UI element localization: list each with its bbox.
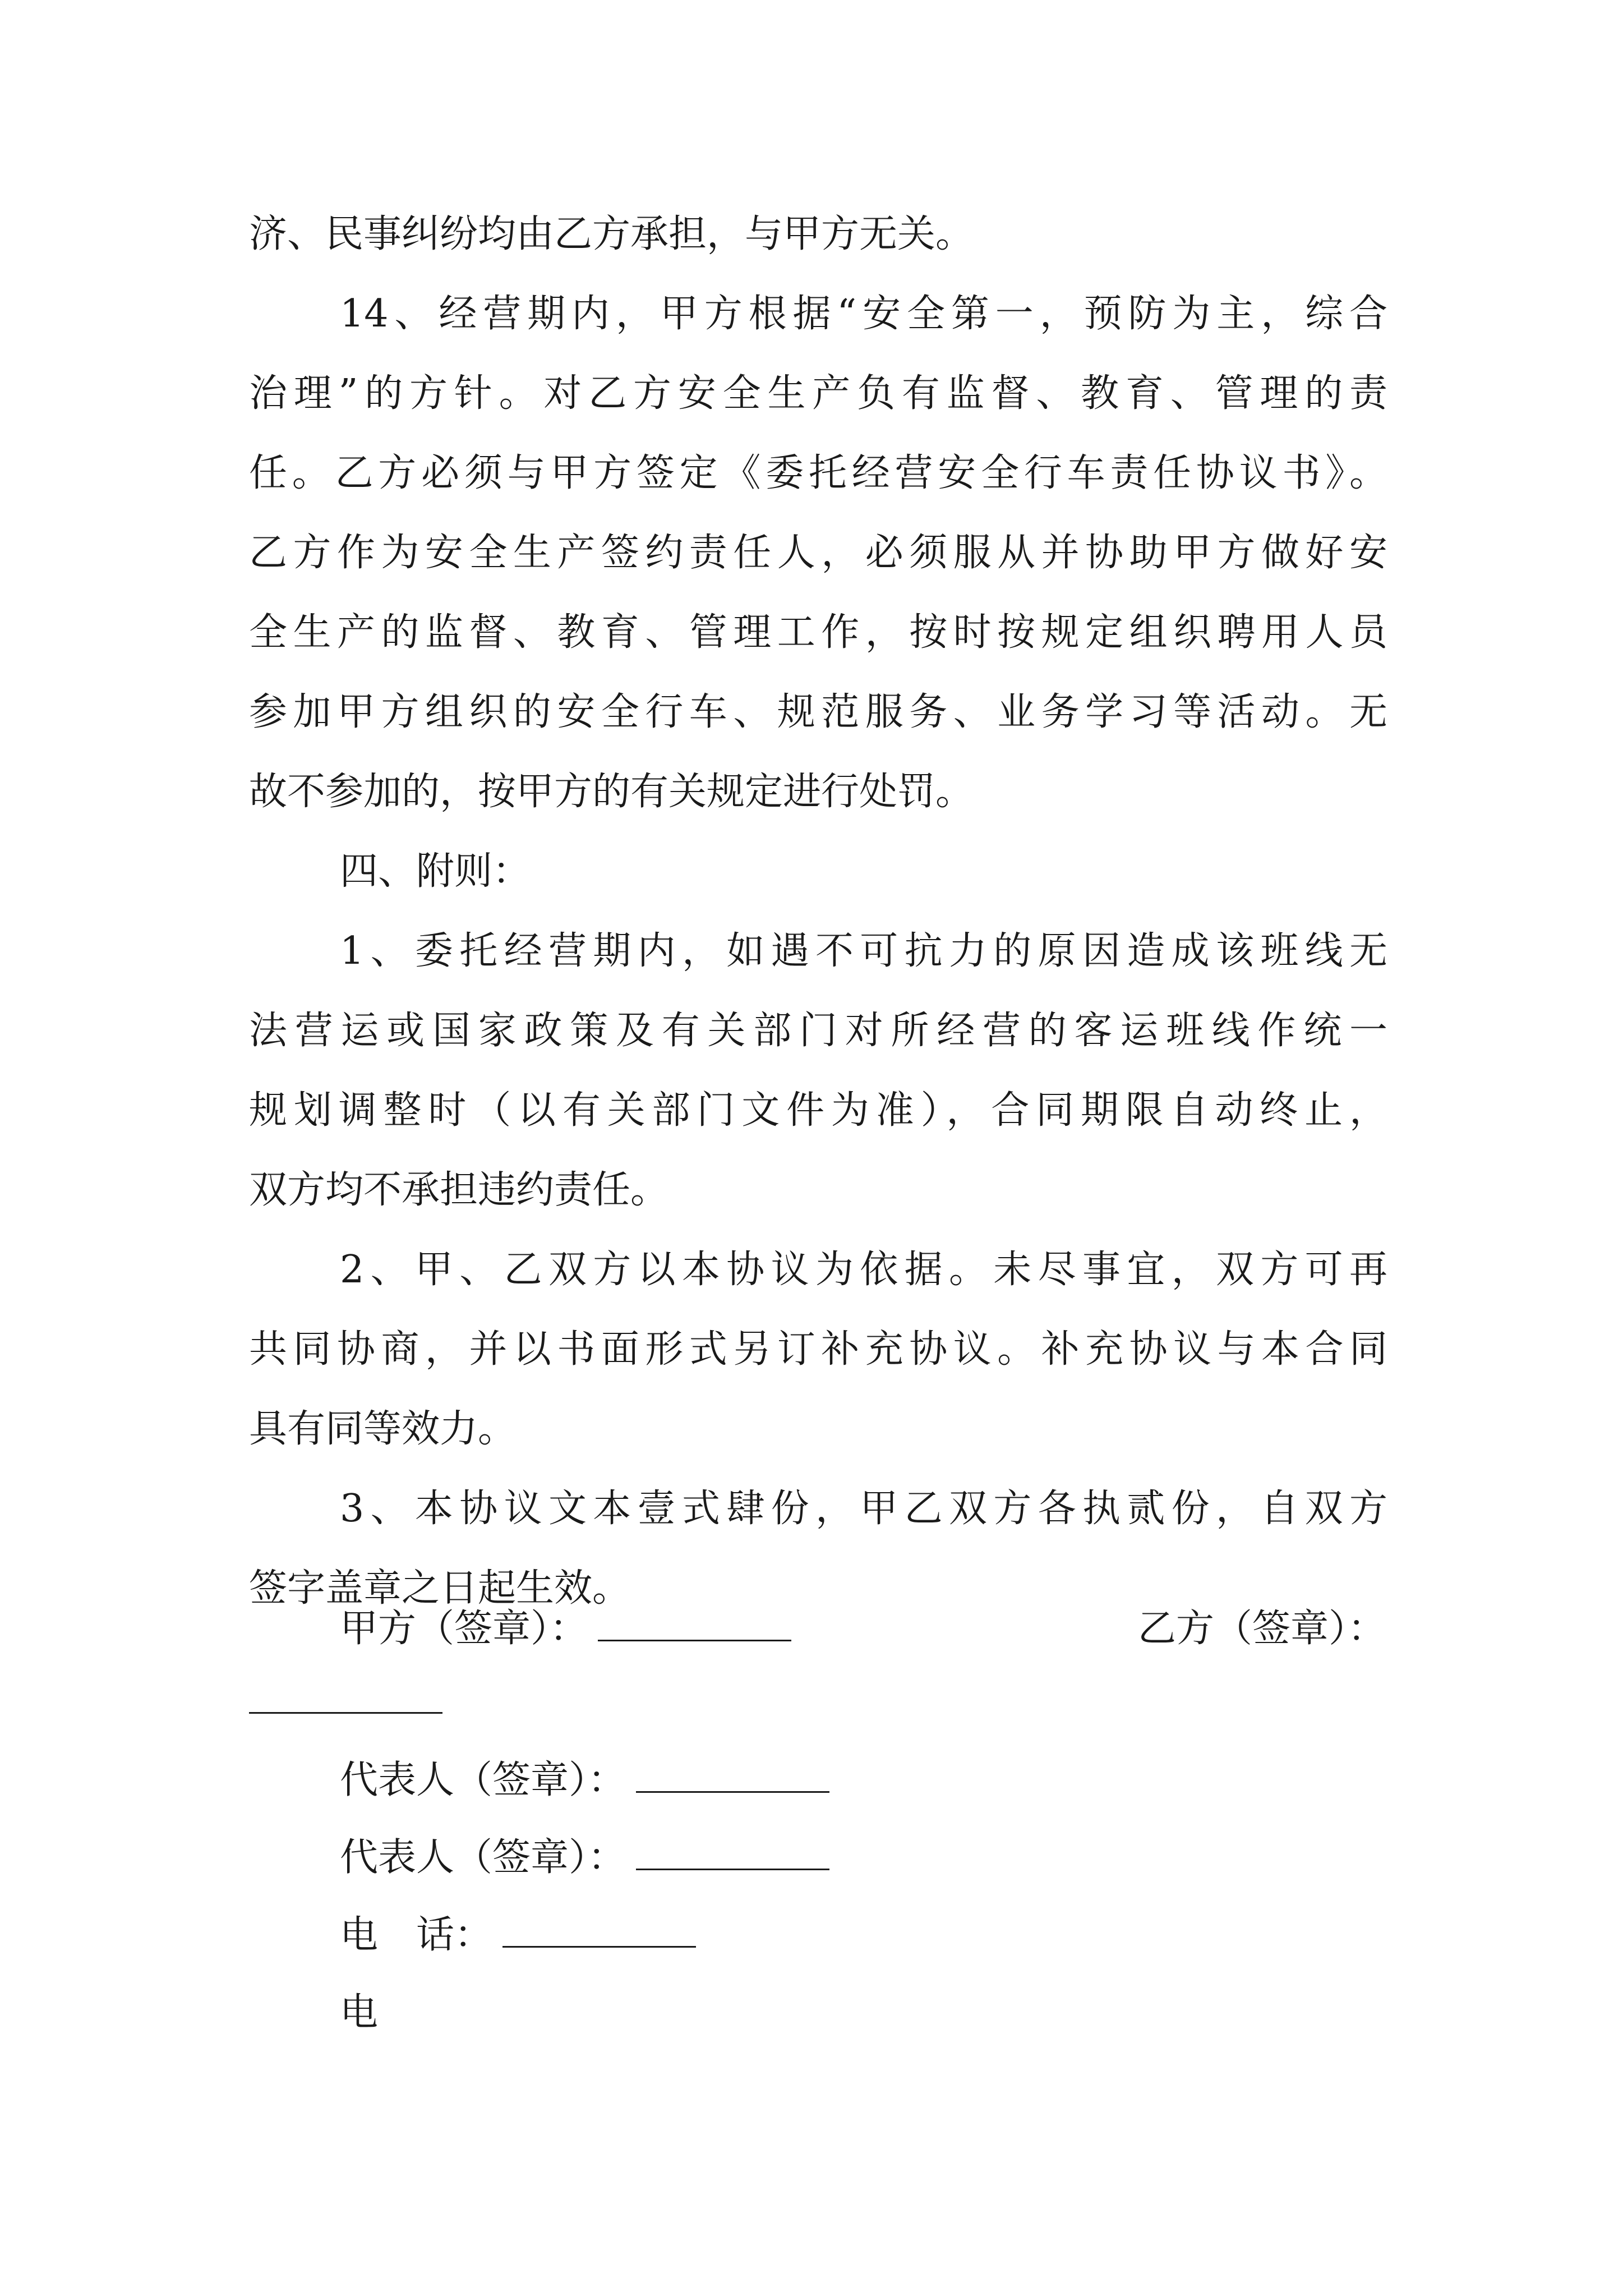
rep-1-signature-blank[interactable] xyxy=(636,1760,829,1793)
paragraph-line: 2、甲、乙双方以本协议为依据。未尽事宜，双方可再 xyxy=(340,1248,1387,1292)
rep-2-signature-label: 代表人（签章）： xyxy=(340,1835,626,1880)
party-a-signature-label: 甲方（签章）： xyxy=(340,1607,588,1651)
paragraph-line: 具有同等效力。 xyxy=(249,1407,517,1451)
paragraph-line: 乙方作为安全生产签约责任人，必须服从并协助甲方做好安 xyxy=(249,531,1387,575)
paragraph-line: 全生产的监督、教育、管理工作，按时按规定组织聘用人员 xyxy=(249,610,1387,655)
rep-2-signature-blank[interactable] xyxy=(636,1837,829,1870)
party-a-signature-blank[interactable] xyxy=(598,1608,791,1641)
paragraph-line: 故不参加的，按甲方的有关规定进行处罚。 xyxy=(249,770,974,814)
paragraph-line: 参加甲方组织的安全行车、规范服务、业务学习等活动。无 xyxy=(249,690,1387,734)
paragraph-line: 规划调整时（以有关部门文件为准），合同期限自动终止， xyxy=(249,1088,1387,1133)
phone-label: 电 话： xyxy=(340,1913,493,1957)
rep-1-signature-line xyxy=(340,1756,1013,1805)
rep-2-signature-line xyxy=(340,1833,1013,1883)
party-a-signature-line xyxy=(340,1604,845,1654)
paragraph-line: 1、委托经营期内，如遇不可抗力的原因造成该班线无 xyxy=(340,929,1387,973)
paragraph-line: 共同协商，并以书面形式另订补充协议。补充协议与本合同 xyxy=(249,1327,1387,1372)
paragraph-line: 签字盖章之日起生效。 xyxy=(249,1566,631,1611)
paragraph-line: 14、经营期内，甲方根据“安全第一，预防为主，综合 xyxy=(340,292,1387,336)
paragraph-line: 任。乙方必须与甲方签定《委托经营安全行车责任协议书》。 xyxy=(249,451,1387,495)
rep-1-signature-label: 代表人（签章）： xyxy=(340,1758,626,1802)
party-b-signature-blank[interactable] xyxy=(249,1712,442,1714)
phone-blank[interactable] xyxy=(502,1915,696,1948)
section-heading: 四、附则： xyxy=(340,849,531,894)
paragraph-line: 3、本协议文本壹式肆份，甲乙双方各执贰份，自双方 xyxy=(340,1487,1387,1531)
paragraph-line: 法营运或国家政策及有关部门对所经营的客运班线作统一 xyxy=(249,1009,1387,1053)
paragraph-line: 济、民事纠纷均由乙方承担，与甲方无关。 xyxy=(249,212,974,256)
party-b-signature-label: 乙方（签章）： xyxy=(1138,1607,1386,1651)
phone-line xyxy=(340,1911,1013,1960)
phone-partial-label: 电 xyxy=(340,1990,379,2035)
paragraph-line: 双方均不承担违约责任。 xyxy=(249,1168,669,1212)
paragraph-line: 治理”的方针。对乙方安全生产负有监督、教育、管理的责 xyxy=(249,371,1387,416)
